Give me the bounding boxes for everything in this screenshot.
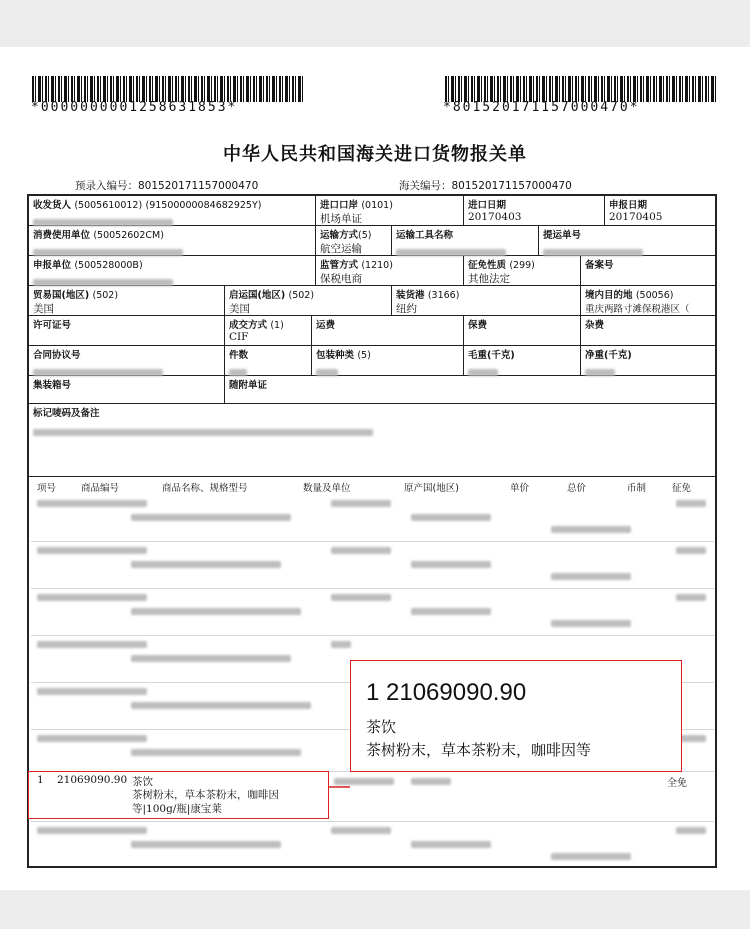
customs-no-value: 801520171157000470 — [451, 180, 572, 192]
barcode-right — [445, 76, 717, 102]
supervision-code: (1210) — [361, 260, 393, 271]
barcode-left-text: *0000000001258631853* — [31, 100, 238, 115]
highlight-spec-line2: 等|100g/瓶|康宝莱 — [132, 803, 222, 815]
marks-cell — [29, 404, 715, 477]
contract-cell — [29, 346, 225, 376]
zoom-code: 1 21069090.90 — [366, 679, 527, 706]
trade-country-value: 美国 — [33, 303, 54, 315]
supervision-value: 保税电商 — [320, 273, 362, 285]
contract-redacted — [33, 369, 163, 376]
license-cell — [29, 316, 225, 346]
misc-cell — [581, 316, 715, 346]
gross-weight-cell — [464, 346, 581, 376]
deal-mode-cell — [225, 316, 312, 346]
consumer-cell — [29, 226, 316, 256]
freight-label: 运费 — [316, 320, 336, 331]
transport-mode-code: (5) — [358, 230, 372, 241]
loading-port-cell — [392, 286, 581, 316]
marks-redacted — [33, 429, 373, 436]
transport-mode-label: 运输方式 — [320, 230, 359, 241]
declare-date-cell — [605, 196, 715, 226]
levy-code: (299) — [509, 260, 535, 271]
goods-row-redacted — [31, 541, 714, 589]
highlight-name: 茶饮 — [132, 776, 153, 788]
import-port-value: 机场单证 — [320, 213, 362, 225]
pieces-redacted — [229, 369, 247, 376]
transport-tool-cell — [392, 226, 539, 256]
import-date-cell — [464, 196, 605, 226]
consumer-code: (50052602CM) — [93, 230, 164, 241]
goods-header-name-spec: 商品名称、规格型号 — [162, 483, 248, 494]
destination-label: 境内目的地 — [585, 290, 633, 301]
loading-port-label: 装货港 — [396, 290, 425, 301]
gross-weight-label: 毛重(千克) — [468, 350, 515, 361]
package-cell — [312, 346, 464, 376]
consignee-code: (5005610012) — [74, 200, 143, 211]
declarant-label: 申报单位 — [33, 260, 72, 271]
bill-no-redacted — [543, 249, 643, 256]
consignee-credit: (91500000084682925Y) — [145, 200, 262, 211]
goods-header-exempt: 征免 — [672, 483, 692, 494]
docs-cell — [225, 376, 715, 404]
license-label: 许可证号 — [33, 320, 72, 331]
goods-header-currency: 币制 — [627, 483, 647, 494]
pre-entry-value: 801520171157000470 — [138, 180, 259, 192]
deal-mode-label: 成交方式 — [229, 320, 268, 331]
consignee-cell — [29, 196, 316, 226]
package-label: 包装种类 — [316, 350, 355, 361]
goods-row-redacted — [31, 588, 714, 636]
loading-port-value: 纽约 — [396, 303, 417, 315]
bill-no-label: 提运单号 — [543, 230, 582, 241]
highlight-exempt: 全免 — [667, 778, 687, 789]
import-port-code: (0101) — [361, 200, 393, 211]
declare-date-value: 20170405 — [609, 211, 663, 223]
supervision-label: 监管方式 — [320, 260, 359, 271]
destination-value: 重庆两路寸滩保税港区（ — [585, 304, 690, 315]
package-redacted — [316, 369, 338, 376]
goods-header-total: 总价 — [567, 483, 587, 494]
docs-label: 随附单证 — [229, 380, 268, 391]
origin-country-cell — [225, 286, 392, 316]
levy-cell — [464, 256, 581, 286]
pieces-cell — [225, 346, 312, 376]
deal-mode-code: (1) — [270, 320, 284, 331]
import-port-label: 进口口岸 — [320, 200, 359, 211]
gross-weight-redacted — [468, 369, 498, 376]
customs-no-label: 海关编号： — [399, 180, 452, 192]
freight-cell — [312, 316, 464, 346]
declarant-cell — [29, 256, 316, 286]
net-weight-redacted — [585, 369, 615, 376]
trade-country-cell — [29, 286, 225, 316]
origin-country-code: (502) — [288, 290, 315, 301]
highlight-spec-line1: 茶树粉末，草本茶粉末，咖啡因 — [132, 789, 279, 801]
record-cell — [581, 256, 715, 286]
contract-label: 合同协议号 — [33, 350, 81, 361]
levy-value: 其他法定 — [468, 273, 510, 285]
consumer-redacted — [33, 249, 183, 256]
supervision-cell — [316, 256, 464, 286]
import-port-cell — [316, 196, 464, 226]
insurance-cell — [464, 316, 581, 346]
transport-tool-redacted — [396, 249, 506, 256]
net-weight-label: 净重(千克) — [585, 350, 632, 361]
goods-header-hs-code: 商品编号 — [81, 483, 120, 494]
consignee-label: 收发货人 — [33, 200, 72, 211]
highlight-hs-code: 21069090.90 — [57, 774, 128, 786]
trade-country-label: 贸易国(地区) — [33, 290, 90, 301]
transport-mode-value: 航空运输 — [320, 243, 362, 255]
declare-date-label: 申报日期 — [609, 200, 648, 211]
record-label: 备案号 — [585, 260, 614, 271]
origin-country-label: 启运国(地区) — [229, 290, 286, 301]
import-date-label: 进口日期 — [468, 200, 507, 211]
zoom-callout — [350, 660, 682, 772]
marks-label: 标记唛码及备注 — [33, 408, 100, 419]
container-cell — [29, 376, 225, 404]
goods-header-origin: 原产国(地区) — [404, 483, 459, 494]
package-code: (5) — [357, 350, 371, 361]
transport-tool-label: 运输工具名称 — [396, 230, 454, 241]
bill-no-cell — [539, 226, 715, 256]
customs-number — [399, 178, 572, 193]
zoom-spec: 茶树粉末，草本茶粉末，咖啡因等 — [366, 742, 592, 759]
deal-mode-value: CIF — [229, 331, 249, 343]
pieces-label: 件数 — [229, 350, 249, 361]
origin-country-value: 美国 — [229, 303, 250, 315]
goods-header-unit-price: 单价 — [510, 483, 530, 494]
net-weight-cell — [581, 346, 715, 376]
destination-cell — [581, 286, 715, 316]
misc-label: 杂费 — [585, 320, 605, 331]
highlight-item-no: 1 — [37, 774, 44, 786]
destination-code: (50056) — [635, 290, 674, 301]
highlight-row-frame — [28, 771, 329, 819]
pre-entry-label: 预录入编号： — [75, 180, 138, 192]
consumer-label: 消费使用单位 — [33, 230, 91, 241]
page-title: 中华人民共和国海关进口货物报关单 — [223, 144, 527, 165]
goods-header-item-no: 项号 — [37, 483, 57, 494]
declarant-code: (500528000B) — [74, 260, 143, 271]
goods-header-quantity: 数量及单位 — [303, 483, 351, 494]
container-label: 集装箱号 — [33, 380, 72, 391]
insurance-label: 保费 — [468, 320, 488, 331]
declarant-redacted — [33, 279, 173, 286]
consignee-redacted — [33, 219, 173, 226]
import-date-value: 20170403 — [468, 211, 522, 223]
barcode-right-text: *801520171157000470* — [443, 100, 640, 115]
pre-entry-number — [75, 178, 258, 193]
transport-mode-cell — [316, 226, 392, 256]
barcode-left — [32, 76, 304, 102]
goods-row-redacted — [31, 821, 714, 866]
levy-label: 征免性质 — [468, 260, 507, 271]
zoom-name: 茶饮 — [366, 719, 397, 736]
goods-row-redacted — [31, 494, 714, 542]
trade-country-code: (502) — [92, 290, 119, 301]
loading-port-code: (3166) — [427, 290, 460, 301]
